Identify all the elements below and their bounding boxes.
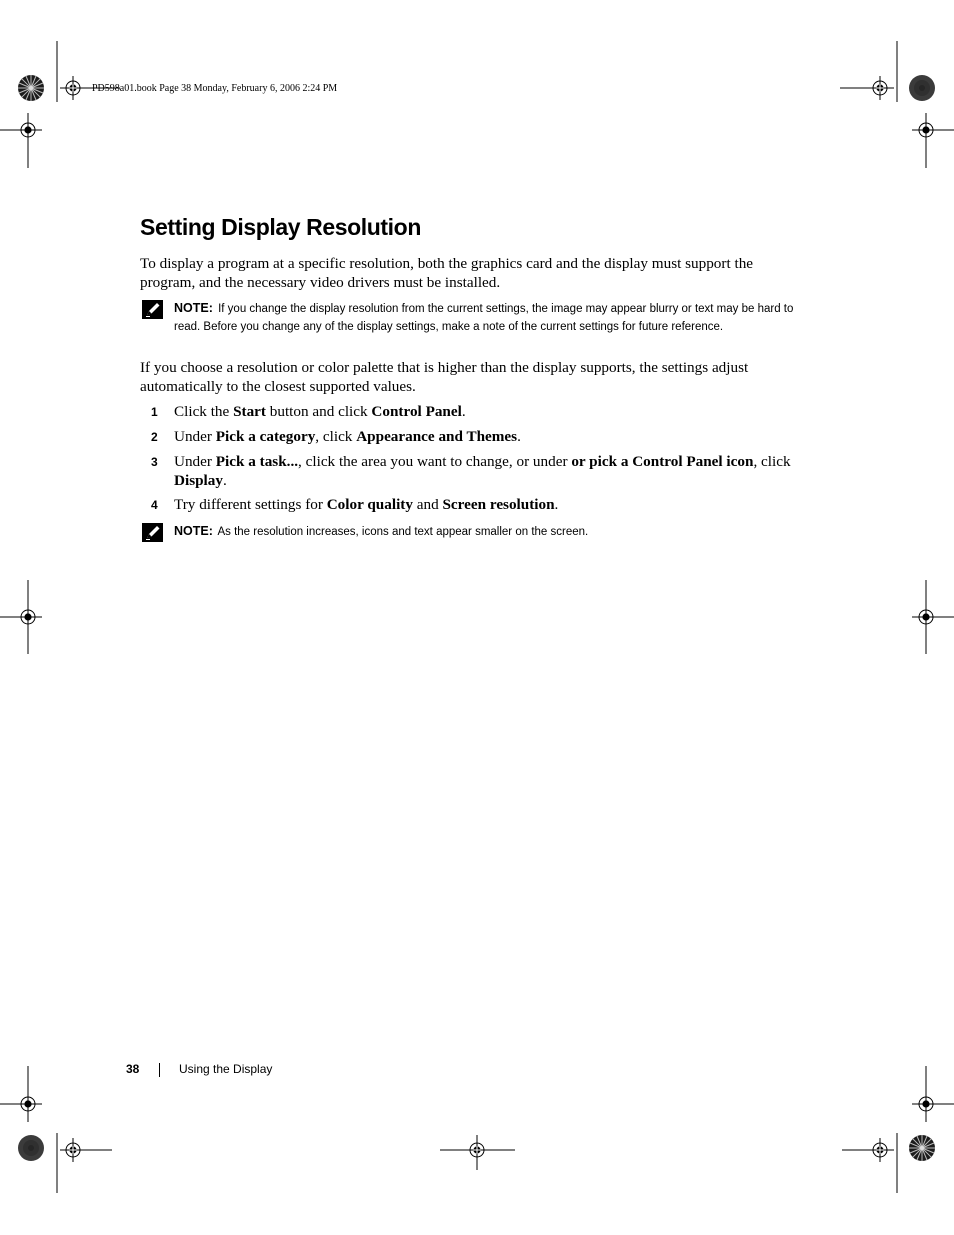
resolution-paragraph: If you choose a resolution or color palette that is higher than the display supports, the settings adjust automatically to the closest supported values.: [140, 359, 749, 395]
note-label: NOTE:: [174, 301, 213, 315]
registration-mark-icon: [61, 76, 85, 100]
step-text: Click the Start button and click Control Panel.: [174, 403, 466, 420]
ui-term: Appearance and Themes: [356, 428, 518, 445]
color-target-icon: [18, 75, 44, 101]
note-label: NOTE:: [174, 524, 213, 538]
step-number: 1: [151, 405, 158, 419]
step-text: Under Pick a category, click Appearance and Themes.: [174, 428, 521, 445]
registration-mark-icon: [868, 1138, 892, 1162]
ui-term: Display: [174, 471, 223, 489]
footer-section-title: Using the Display: [179, 1062, 273, 1076]
color-target-icon: [909, 75, 935, 101]
registration-mark-icon: [465, 1138, 489, 1162]
footer-divider: [159, 1063, 160, 1077]
note-body: If you change the display resolution from the current settings, the image may appear blurry or text may be hard to read. Before you change any of the display settings, make a note of the current settings for future reference.: [174, 303, 794, 333]
note-body: As the resolution increases, icons and text appear smaller on the screen.: [217, 526, 589, 538]
step-number: 2: [151, 430, 158, 444]
ui-term: Screen resolution: [442, 496, 555, 513]
ui-term: Control Panel: [371, 403, 462, 420]
ui-term: Pick a category: [215, 428, 316, 445]
step-text: Try different settings for Color quality and Screen resolution.: [174, 496, 559, 513]
ui-term: Color quality: [326, 496, 413, 513]
ui-term: Pick a task...: [215, 453, 299, 470]
color-target-icon: [909, 1135, 935, 1161]
color-target-icon: [18, 1135, 44, 1161]
step-number: 4: [151, 498, 158, 512]
ui-term: or pick a Control Panel icon: [571, 453, 754, 470]
note-pencil-icon: [142, 300, 163, 319]
ui-term: Start: [233, 403, 266, 420]
note-pencil-icon: [142, 523, 163, 542]
print-slug: PD598a01.book Page 38 Monday, February 6, 2006 2:24 PM: [92, 83, 338, 94]
note-text: [174, 523, 810, 542]
page-title: Setting Display Resolution: [140, 214, 421, 240]
note-text: [174, 300, 810, 336]
step-number: 3: [151, 455, 158, 469]
registration-mark-icon: [61, 1138, 85, 1162]
step-text: Under Pick a task..., click the area you want to change, or under or pick a Control Panel icon, click Display.: [174, 453, 791, 489]
registration-mark-icon: [868, 76, 892, 100]
page-number: 38: [126, 1062, 140, 1076]
intro-paragraph: To display a program at a specific resolution, both the graphics card and the display must support the program, and the necessary video drivers must be installed.: [140, 255, 754, 291]
